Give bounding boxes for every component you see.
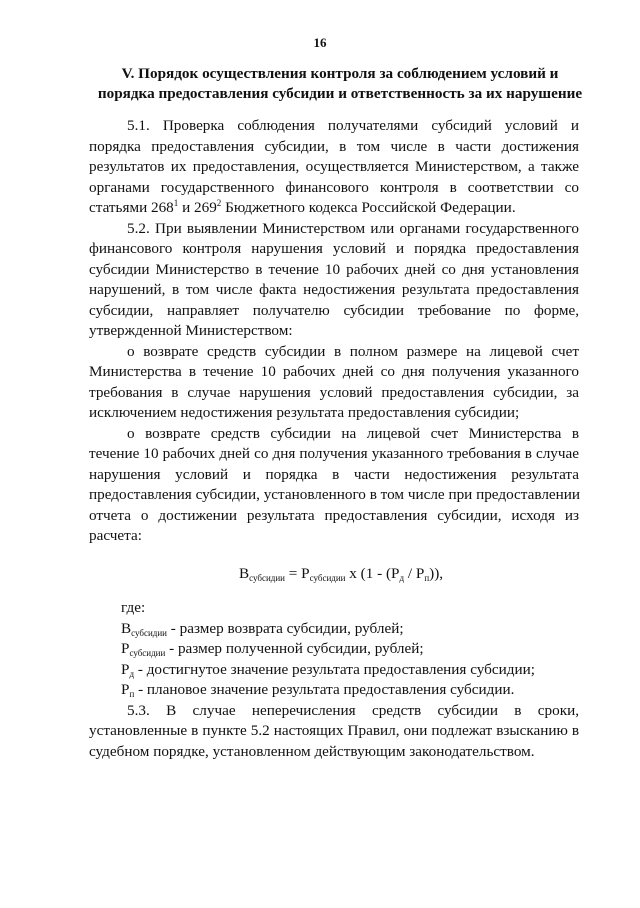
paragraph-line: Министерства в течение 10 рабочих дней со дня получения указанного [89,363,579,380]
document-body [89,116,579,762]
paragraph-line: требования в случае нарушения условий предоставления субсидии, за [89,383,579,401]
footnote-ref: 1 [173,198,179,208]
paragraph-line: субсидии, направляет получателю субсидии требование по форме, [89,301,579,319]
paragraph-5-3 [89,701,579,763]
paragraph-line: нарушений, в том числе факта недостижения результата предоставления [89,281,579,298]
paragraph-line [89,198,579,219]
paragraph-line: предоставления субсидии, установленного в том числе при предоставлении [89,486,581,503]
paragraph-line: финансового контроля нарушения условий и порядка предоставления [89,240,579,257]
section-title-line-1: V. Порядок осуществления контроля за соблюдением условий и [121,65,559,82]
legend-intro: где: [121,599,146,616]
legend-subscript: субсидии [129,648,166,658]
formula-legend [89,619,579,701]
legend-text: - достигнутое значение результата предоставления субсидии; [134,660,535,678]
legend-subscript: п [129,689,135,699]
paragraph-line: расчета: [89,527,142,544]
legend-item-rd [89,660,579,681]
paragraph-5-2 [89,219,579,342]
formula-subscript: д [399,572,405,583]
legend-text: - плановое значение результата предоставления субсидии. [134,681,515,698]
formula-symbol: В [239,564,250,582]
legend-symbol: Р [121,640,130,657]
legend-text: - размер возврата субсидии, рублей; [167,619,404,637]
legend-item-v [89,619,579,640]
legend-symbol: В [121,619,132,637]
section-title [95,64,585,104]
formula-text: )), [429,564,444,582]
bullet-full-return [89,342,579,424]
formula-subscript: субсидии [249,572,285,583]
paragraph-line: субсидии Министерство в течение 10 рабочих дней со дня установления [89,260,579,278]
paragraph-line: отчета о достижении результата предоставления субсидии, исходя из [89,506,579,524]
formula-subscript: субсидии [309,572,346,583]
legend-subscript: д [129,668,135,679]
paragraph-line: о возврате средств субсидии в полном размере на лицевой счет [127,342,579,360]
formula-text: / Р [404,564,425,582]
paragraph-line: 5.1. Проверка соблюдения получателями субсидий условий и [127,117,579,134]
paragraph-line: судебном порядке, установленном действующим законодательством. [89,742,535,760]
paragraph-line: 5.2. При выявлении Министерством или органами государственного [127,219,579,237]
text-fragment: статьями 268 [89,199,174,216]
paragraph-line: установленные в пункте 5.2 настоящих Правил, они подлежат взысканию в [89,722,579,739]
legend-symbol: Р [121,660,130,678]
paragraph-5-1 [89,116,579,219]
formula-subscript: п [424,572,430,583]
legend-subscript: субсидии [131,627,167,638]
legend-item-r [89,639,579,660]
text-fragment: Бюджетного кодекса Российской Федерации. [221,199,516,216]
paragraph-line: порядка предоставления субсидии, в том числе в части достижения [89,137,579,155]
paragraph-line: течение 10 рабочих дней со дня получения указанного требования в случае [89,445,579,462]
paragraph-line: органами государственного финансового контроля в соответствии со [89,178,579,196]
formula-text: = Р [285,564,310,582]
text-fragment: и 269 [178,199,217,216]
paragraph-line: нарушения условий и порядка в части недостижения результата [89,465,579,483]
page-number: 16 [313,35,327,50]
paragraph-line: результатов их предоставления, осуществляется Министерством, а также [89,158,579,175]
legend-text: - размер полученной субсидии, рублей; [165,640,424,657]
section-title-line-2: порядка предоставления субсидии и ответственность за их нарушение [97,85,583,102]
legend-symbol: Р [121,681,130,698]
refund-formula [89,564,579,585]
paragraph-line: утвержденной Министерством: [89,322,293,339]
paragraph-line: 5.3. В случае неперечисления средств субсидии в сроки, [127,701,579,719]
paragraph-line: исключением недостижения результата предоставления субсидии; [89,404,520,421]
footnote-ref: 2 [216,198,222,208]
formula-text: х (1 - (Р [345,564,400,582]
bullet-partial-return [89,424,579,547]
paragraph-line: о возврате средств субсидии на лицевой счет Министерства в [127,424,579,442]
legend-item-rp [89,680,579,701]
